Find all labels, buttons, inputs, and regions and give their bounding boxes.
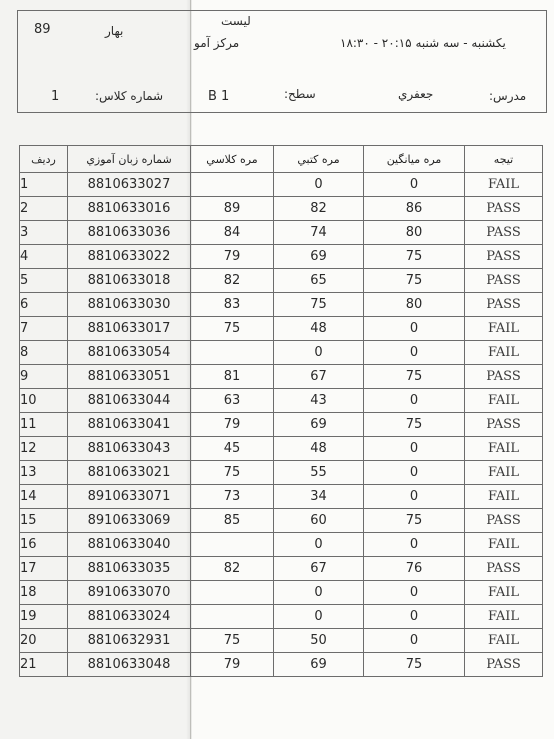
table-row [20, 389, 543, 413]
result-cell: FAIL [465, 605, 543, 629]
average-score-cell: 80 [364, 221, 465, 245]
average-score-cell: 76 [364, 557, 465, 581]
average-score-cell: 0 [364, 629, 465, 653]
row-number-cell: 1 [20, 173, 68, 197]
written-score-cell: 67 [274, 557, 364, 581]
student-id-cell: 8810633018 [68, 269, 191, 293]
average-score-cell: 75 [364, 245, 465, 269]
row-number-cell: 16 [20, 533, 68, 557]
row-number-cell: 2 [20, 197, 68, 221]
student-id-cell: 8810633022 [68, 245, 191, 269]
result-cell: PASS [465, 245, 543, 269]
table-row [20, 461, 543, 485]
class-score-cell: 73 [191, 485, 274, 509]
class-score-cell [191, 173, 274, 197]
average-score-cell: 0 [364, 173, 465, 197]
student-id-cell: 8810633017 [68, 317, 191, 341]
class-number-label: شماره كلاس: [95, 89, 164, 103]
table-row [20, 413, 543, 437]
student-id-cell: 8810633051 [68, 365, 191, 389]
result-cell: PASS [465, 509, 543, 533]
written-score-cell: 43 [274, 389, 364, 413]
row-number-cell: 11 [20, 413, 68, 437]
row-number-cell: 6 [20, 293, 68, 317]
student-id-cell: 8910633071 [68, 485, 191, 509]
written-score-cell: 65 [274, 269, 364, 293]
table-row [20, 605, 543, 629]
class-schedule: يكشنبه - سه شنبه ۲۰:۱۵ - ۱۸:۳۰ [340, 36, 506, 50]
row-number-cell: 3 [20, 221, 68, 245]
class-score-cell: 82 [191, 557, 274, 581]
average-score-cell: 80 [364, 293, 465, 317]
result-cell: FAIL [465, 581, 543, 605]
student-id-cell: 8810633024 [68, 605, 191, 629]
student-id-cell: 8810633036 [68, 221, 191, 245]
table-row [20, 629, 543, 653]
column-header-written-score: مره كتبي [274, 146, 364, 173]
result-cell: PASS [465, 221, 543, 245]
average-score-cell: 0 [364, 317, 465, 341]
class-score-cell: 79 [191, 413, 274, 437]
written-score-cell: 0 [274, 341, 364, 365]
class-score-cell: 84 [191, 221, 274, 245]
row-number-cell: 17 [20, 557, 68, 581]
row-number-cell: 21 [20, 653, 68, 677]
row-number-cell: 19 [20, 605, 68, 629]
written-score-cell: 48 [274, 317, 364, 341]
result-cell: PASS [465, 413, 543, 437]
student-id-cell: 8810633043 [68, 437, 191, 461]
student-id-cell: 8810633054 [68, 341, 191, 365]
row-number-cell: 10 [20, 389, 68, 413]
row-number-cell: 14 [20, 485, 68, 509]
column-header-result: تيجه [465, 146, 543, 173]
average-score-cell: 0 [364, 605, 465, 629]
average-score-cell: 86 [364, 197, 465, 221]
result-cell: PASS [465, 197, 543, 221]
table-row [20, 485, 543, 509]
average-score-cell: 75 [364, 365, 465, 389]
result-cell: FAIL [465, 461, 543, 485]
teacher-name: جعفري [398, 87, 434, 101]
column-header-average-score: مره ميانگين [364, 146, 465, 173]
table-row [20, 293, 543, 317]
average-score-cell: 75 [364, 509, 465, 533]
table-body [20, 173, 543, 677]
written-score-cell: 0 [274, 533, 364, 557]
written-score-cell: 0 [274, 605, 364, 629]
row-number-cell: 13 [20, 461, 68, 485]
student-id-cell: 8810633016 [68, 197, 191, 221]
row-number-cell: 4 [20, 245, 68, 269]
table-row [20, 533, 543, 557]
row-number-cell: 9 [20, 365, 68, 389]
written-score-cell: 0 [274, 173, 364, 197]
average-score-cell: 0 [364, 533, 465, 557]
column-header-class-score: مره كلاسي [191, 146, 274, 173]
column-header-student-id: شماره زبان آموزي [68, 146, 191, 173]
class-code: 89 [34, 22, 51, 37]
result-cell: PASS [465, 557, 543, 581]
result-cell: PASS [465, 653, 543, 677]
level-value: B 1 [208, 89, 230, 104]
result-cell: FAIL [465, 437, 543, 461]
written-score-cell: 0 [274, 581, 364, 605]
class-info-header [17, 10, 547, 113]
result-cell: PASS [465, 365, 543, 389]
class-score-cell [191, 533, 274, 557]
list-title: ليست [221, 14, 251, 28]
row-number-cell: 15 [20, 509, 68, 533]
table-row [20, 341, 543, 365]
average-score-cell: 0 [364, 581, 465, 605]
student-id-cell: 8810633030 [68, 293, 191, 317]
table-row [20, 173, 543, 197]
class-score-cell [191, 341, 274, 365]
class-score-cell: 82 [191, 269, 274, 293]
student-id-cell: 8910633069 [68, 509, 191, 533]
average-score-cell: 0 [364, 341, 465, 365]
class-score-cell: 75 [191, 317, 274, 341]
written-score-cell: 69 [274, 413, 364, 437]
result-cell: FAIL [465, 173, 543, 197]
result-cell: PASS [465, 269, 543, 293]
table-row [20, 269, 543, 293]
class-score-cell: 75 [191, 629, 274, 653]
average-score-cell: 0 [364, 485, 465, 509]
written-score-cell: 50 [274, 629, 364, 653]
table-row [20, 197, 543, 221]
written-score-cell: 67 [274, 365, 364, 389]
result-cell: PASS [465, 293, 543, 317]
class-score-cell: 89 [191, 197, 274, 221]
average-score-cell: 0 [364, 437, 465, 461]
class-score-cell: 75 [191, 461, 274, 485]
student-id-cell: 8810633027 [68, 173, 191, 197]
written-score-cell: 60 [274, 509, 364, 533]
grades-table [19, 145, 543, 677]
term: بهار [105, 24, 124, 38]
table-row [20, 581, 543, 605]
class-score-cell: 83 [191, 293, 274, 317]
table-row [20, 221, 543, 245]
written-score-cell: 69 [274, 245, 364, 269]
result-cell: FAIL [465, 389, 543, 413]
row-number-cell: 18 [20, 581, 68, 605]
written-score-cell: 82 [274, 197, 364, 221]
row-number-cell: 12 [20, 437, 68, 461]
student-id-cell: 8810633044 [68, 389, 191, 413]
student-id-cell: 8810633040 [68, 533, 191, 557]
level-label: سطح: [284, 87, 316, 101]
row-number-cell: 20 [20, 629, 68, 653]
average-score-cell: 75 [364, 413, 465, 437]
written-score-cell: 75 [274, 293, 364, 317]
result-cell: FAIL [465, 533, 543, 557]
center-name: مركز آمو [194, 36, 240, 50]
class-number: 1 [51, 89, 60, 104]
table-row [20, 653, 543, 677]
student-id-cell: 8810632931 [68, 629, 191, 653]
written-score-cell: 55 [274, 461, 364, 485]
student-id-cell: 8810633041 [68, 413, 191, 437]
student-id-cell: 8810633048 [68, 653, 191, 677]
result-cell: FAIL [465, 317, 543, 341]
class-score-cell: 85 [191, 509, 274, 533]
teacher-label: مدرس: [489, 89, 527, 103]
class-score-cell: 45 [191, 437, 274, 461]
result-cell: FAIL [465, 341, 543, 365]
class-score-cell: 81 [191, 365, 274, 389]
average-score-cell: 0 [364, 461, 465, 485]
result-cell: FAIL [465, 485, 543, 509]
table-row [20, 365, 543, 389]
written-score-cell: 69 [274, 653, 364, 677]
class-score-cell: 63 [191, 389, 274, 413]
written-score-cell: 74 [274, 221, 364, 245]
row-number-cell: 8 [20, 341, 68, 365]
table-row [20, 557, 543, 581]
row-number-cell: 5 [20, 269, 68, 293]
written-score-cell: 34 [274, 485, 364, 509]
table-header-row [20, 146, 543, 173]
class-score-cell: 79 [191, 245, 274, 269]
table-row [20, 437, 543, 461]
column-header-row-number: رديف [20, 146, 68, 173]
average-score-cell: 75 [364, 653, 465, 677]
student-id-cell: 8810633035 [68, 557, 191, 581]
average-score-cell: 0 [364, 389, 465, 413]
average-score-cell: 75 [364, 269, 465, 293]
written-score-cell: 48 [274, 437, 364, 461]
result-cell: FAIL [465, 629, 543, 653]
table-row [20, 245, 543, 269]
class-score-cell: 79 [191, 653, 274, 677]
student-id-cell: 8910633070 [68, 581, 191, 605]
class-score-cell [191, 581, 274, 605]
class-score-cell [191, 605, 274, 629]
student-id-cell: 8810633021 [68, 461, 191, 485]
table-row [20, 317, 543, 341]
table-row [20, 509, 543, 533]
row-number-cell: 7 [20, 317, 68, 341]
